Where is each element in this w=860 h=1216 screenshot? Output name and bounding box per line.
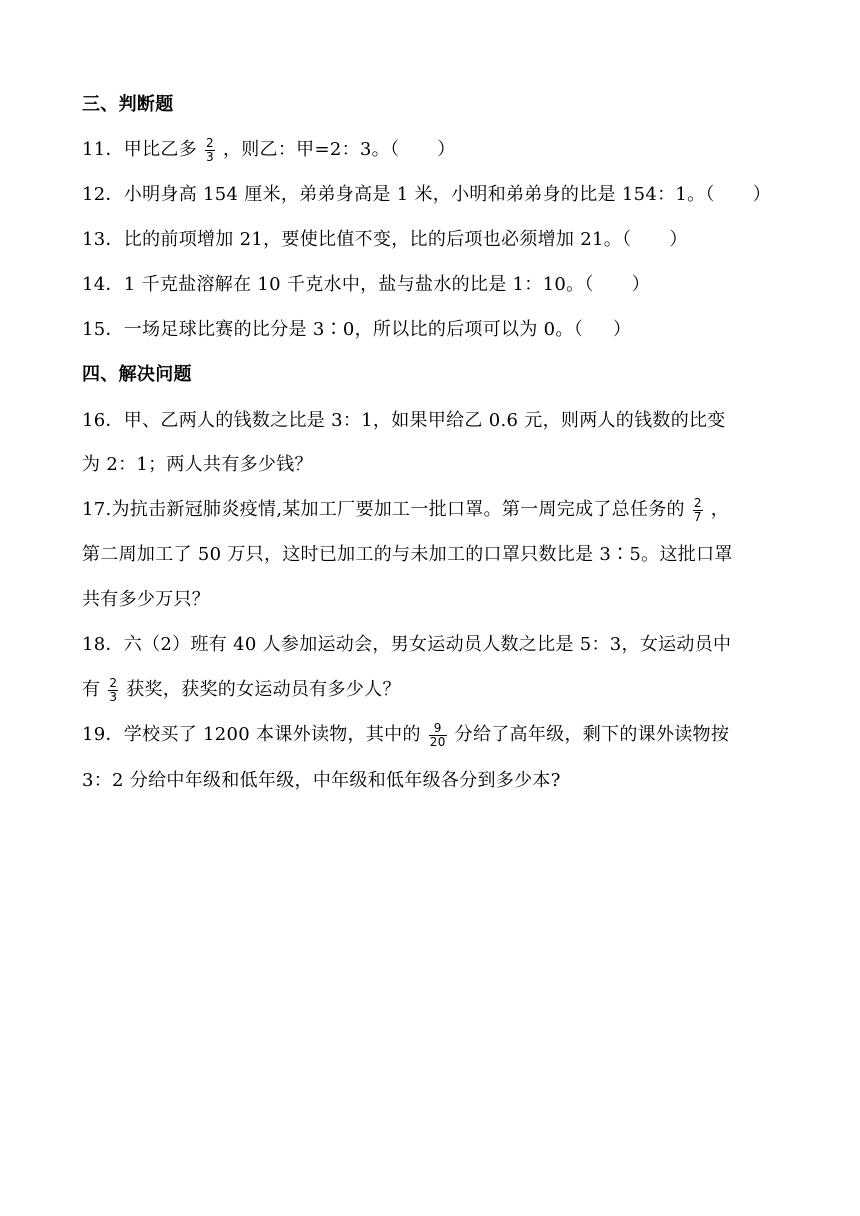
section-3-heading: 三、判断题	[82, 94, 174, 115]
q19-text-b: 分给了高年级，剩下的课外读物按	[454, 724, 730, 745]
question-18-line-1: 18．六（2）班有 40 人参加运动会，男女运动员人数之比是 5：3，女运动员中	[82, 634, 732, 655]
q19-text-a: 19．学校买了 1200 本课外读物，其中的	[82, 724, 421, 745]
q11-text-b: ，则乙：甲=2：3。（	[222, 139, 400, 160]
q14-close-paren: ）	[631, 274, 651, 295]
q11-close-paren: ）	[437, 139, 456, 160]
q11-text-a: 11．甲比乙多	[82, 139, 198, 160]
question-11	[82, 135, 800, 165]
q13-close-paren: ）	[669, 229, 688, 250]
q17-text-a: 17.为抗击新冠肺炎疫情,某加工厂要加工一批口罩。第一周完成了总任务的	[82, 499, 685, 520]
question-16-line-1: 16．甲、乙两人的钱数之比是 3：1，如果甲给乙 0.6 元，则两人的钱数的比变	[82, 410, 726, 431]
question-12	[82, 180, 800, 210]
question-13	[82, 225, 800, 255]
question-19-line-2: 3：2 分给中年级和低年级，中年级和低年级各分到多少本?	[82, 770, 561, 791]
q18-fraction-numerator: 2	[109, 675, 118, 690]
question-17-line-1	[82, 495, 800, 525]
q18-text-a: 有	[82, 679, 101, 700]
question-15	[82, 315, 800, 345]
q18-fraction	[108, 677, 118, 704]
q11-fraction	[205, 137, 215, 164]
question-18-line-2	[82, 675, 800, 705]
q18-text-b: 获奖，获奖的女运动员有多少人？	[126, 679, 401, 700]
q15-close-paren: ）	[613, 319, 632, 340]
q11-fraction-denominator: 3	[206, 149, 214, 164]
q17-fraction-numerator: 2	[693, 495, 702, 510]
q11-fraction-numerator: 2	[206, 135, 214, 150]
q19-fraction	[429, 722, 447, 749]
q19-fraction-numerator: 9	[429, 722, 447, 736]
q18-fraction-denominator: 3	[109, 689, 118, 704]
q14-text: 14．1 千克盐溶解在 10 千克水中，盐与盐水的比是 1：10。（	[82, 274, 594, 295]
question-17-line-3: 共有多少万只？	[82, 589, 211, 610]
section-4-heading: 四、解决问题	[82, 364, 192, 385]
q17-fraction	[693, 497, 703, 524]
question-16-line-2: 为 2：1；两人共有多少钱？	[82, 454, 313, 475]
q12-close-paren: ）	[752, 184, 772, 205]
q17-text-b: ，	[710, 499, 730, 520]
question-19-line-1	[82, 720, 800, 750]
question-17-line-2: 第二周加工了 50 万只，这时已加工的与未加工的口罩只数比是 3∶5。这批口罩	[82, 544, 733, 565]
q19-fraction-denominator: 20	[429, 734, 446, 749]
q17-fraction-denominator: 7	[693, 509, 702, 524]
q15-text: 15．一场足球比赛的比分是 3∶0，所以比的后项可以为 0。（	[82, 319, 584, 340]
q13-text: 13．比的前项增加 21，要使比值不变，比的后项也必须增加 21。（	[82, 229, 632, 250]
question-14	[82, 270, 800, 300]
q12-text: 12．小明身高 154 厘米，弟弟身高是 1 米，小明和弟弟身的比是 154：1。（	[82, 184, 715, 205]
